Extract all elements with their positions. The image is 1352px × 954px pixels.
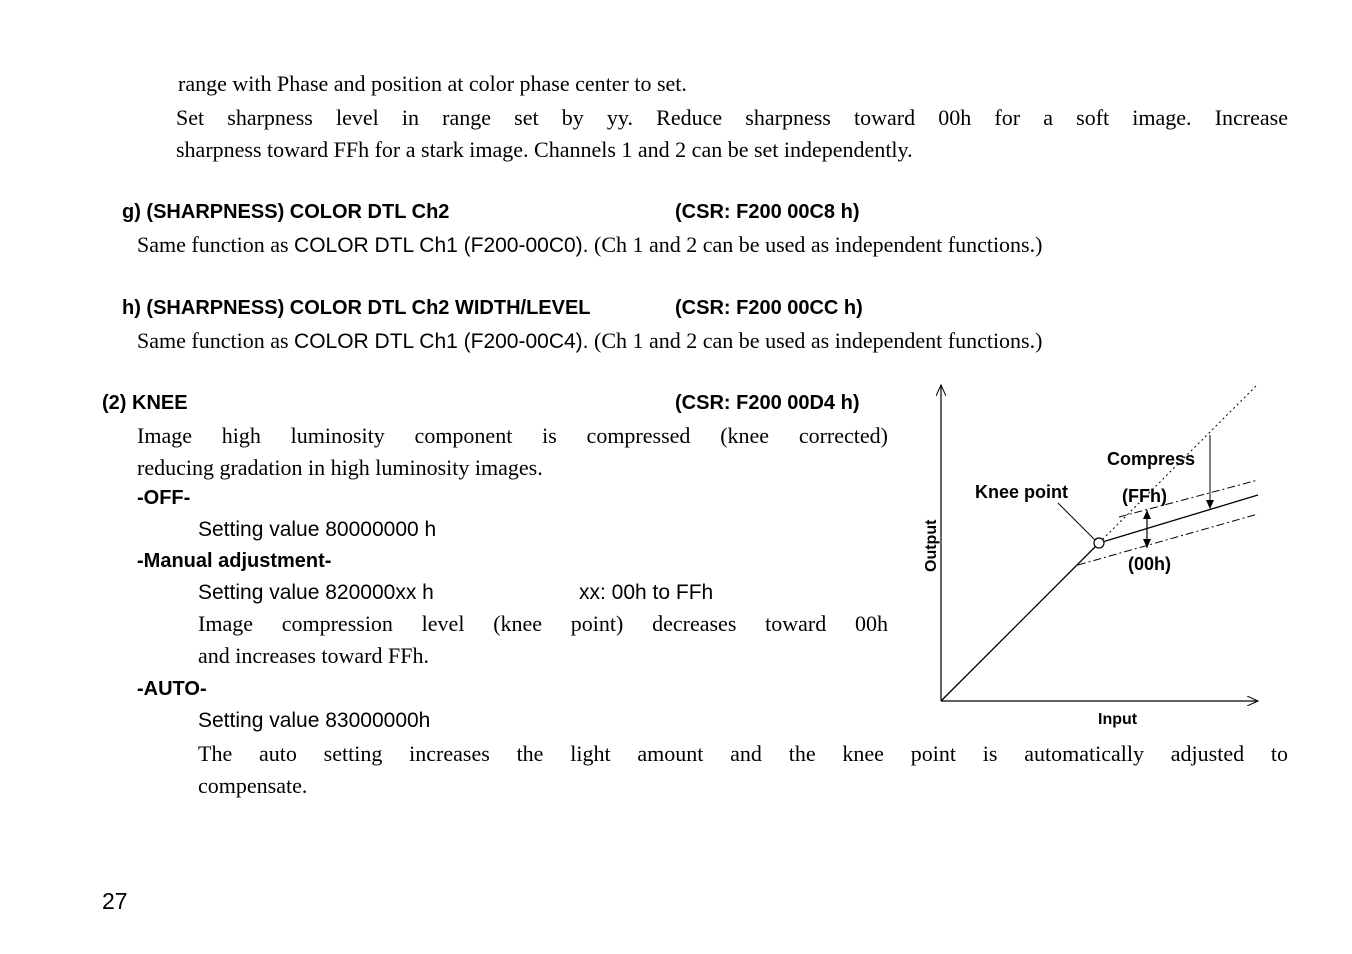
knee-auto-desc-1: The auto setting increases the light amount and the knee point is automatically adjusted to xyxy=(198,741,1288,766)
knee-desc-line-2: reducing gradation in high luminosity images. xyxy=(137,455,543,480)
knee-manual-desc-1: Image compression level (knee point) decreases toward 00h xyxy=(198,611,888,636)
section-g-csr: (CSR: F200 00C8 h) xyxy=(675,201,860,223)
section-g-text-prefix: Same function as xyxy=(137,232,295,257)
knee-off-value: Setting value 80000000 h xyxy=(198,518,437,541)
knee-title: (2) KNEE xyxy=(102,392,188,414)
knee-manual-desc-2: and increases toward FFh. xyxy=(198,643,429,668)
section-h-text-ref: COLOR DTL Ch1 (F200-00C4). xyxy=(294,330,589,353)
section-h-csr: (CSR: F200 00CC h) xyxy=(675,297,863,319)
knee-auto-value: Setting value 83000000h xyxy=(198,709,431,732)
section-g-text-suffix: (Ch 1 and 2 can be used as independent functions.) xyxy=(588,232,1043,257)
section-h-title: h) (SHARPNESS) COLOR DTL Ch2 WIDTH/LEVEL xyxy=(122,297,591,319)
knee-auto-desc-2: compensate. xyxy=(198,773,308,798)
output-axis-label: Output xyxy=(923,519,940,572)
page-number: 27 xyxy=(102,888,128,914)
linear-segment xyxy=(941,543,1099,701)
knee-point-label: Knee point xyxy=(975,482,1068,502)
knee-point-leader xyxy=(1058,503,1095,540)
section-h-text-suffix: (Ch 1 and 2 can be used as independent functions.) xyxy=(588,328,1043,353)
section-g-text-ref: COLOR DTL Ch1 (F200-00C0). xyxy=(294,234,589,257)
input-axis-label: Input xyxy=(1098,711,1138,728)
knee-point-marker xyxy=(1094,538,1104,548)
section-h-text-prefix: Same function as xyxy=(137,328,295,353)
ffh-label: (FFh) xyxy=(1122,486,1167,506)
compress-label: Compress xyxy=(1107,449,1196,469)
zeroh-label: (00h) xyxy=(1128,554,1172,574)
knee-manual-range: xx: 00h to FFh xyxy=(579,581,714,604)
knee-off-label: -OFF- xyxy=(137,487,191,509)
intro-line-2: Set sharpness level in range set by yy. Reduce sharpness toward 00h for a soft image. Increase xyxy=(176,105,1288,130)
intro-line-1: range with Phase and position at color phase center to set. xyxy=(178,71,687,96)
knee-desc-line-1: Image high luminosity component is compressed (knee corrected) xyxy=(137,423,888,448)
knee-manual-label: -Manual adjustment- xyxy=(137,550,332,572)
intro-line-3: sharpness toward FFh for a stark image. Channels 1 and 2 can be set independently. xyxy=(176,137,913,162)
knee-csr: (CSR: F200 00D4 h) xyxy=(675,392,860,414)
section-g-title: g) (SHARPNESS) COLOR DTL Ch2 xyxy=(122,201,450,223)
knee-auto-label: -AUTO- xyxy=(137,678,207,700)
knee-manual-value: Setting value 820000xx h xyxy=(198,581,434,604)
